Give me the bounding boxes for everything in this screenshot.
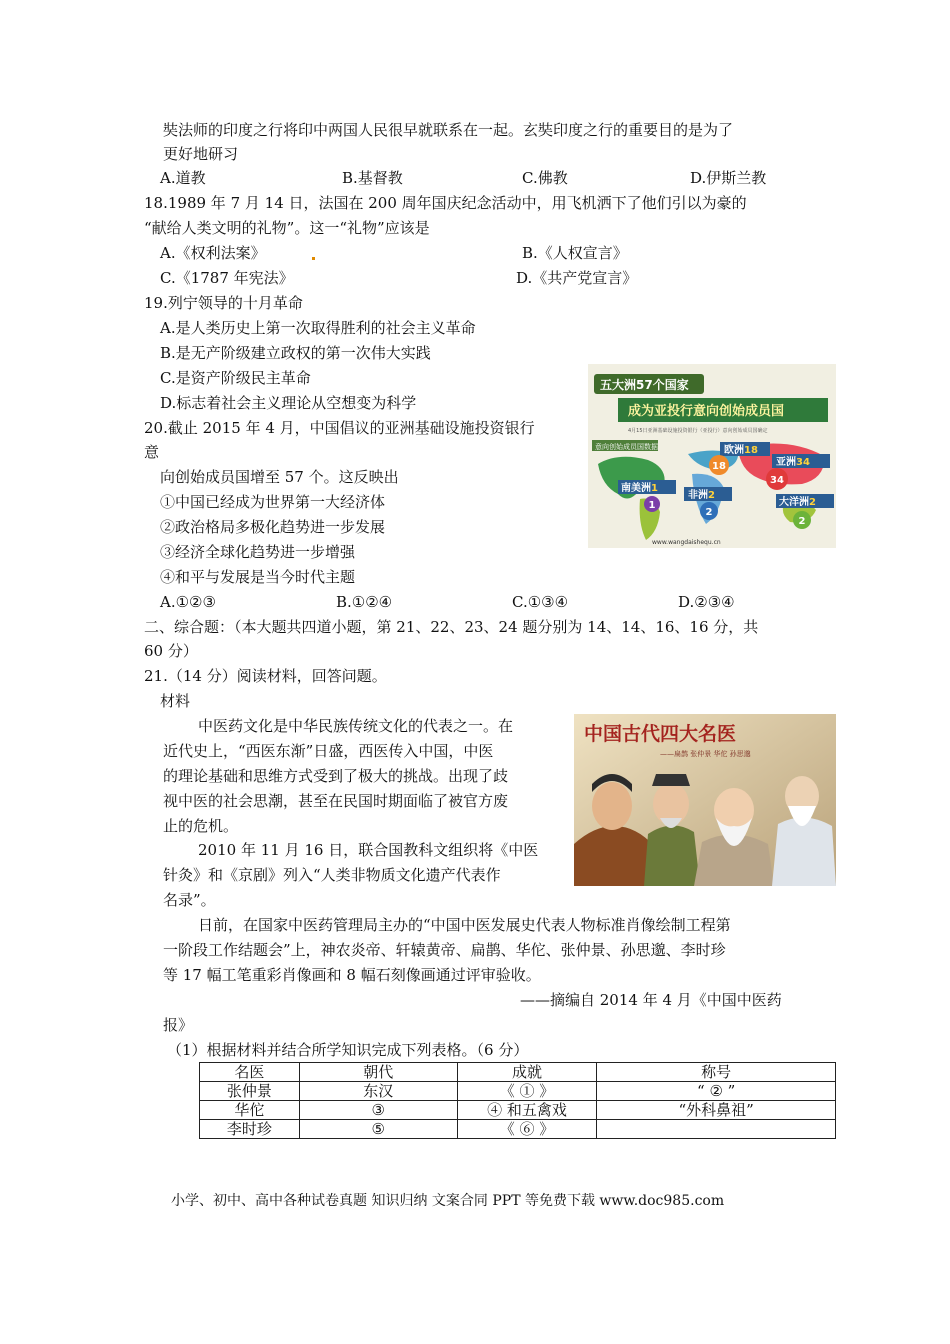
q17-line1: 奘法师的印度之行将印中两国人民很早就联系在一起。玄奘印度之行的重要目的是为了 bbox=[163, 121, 734, 139]
page-footer: 小学、初中、高中各种试卷真题 知识归纳 文案合同 PPT 等免费下载 www.doc985.com bbox=[171, 1193, 725, 1209]
q21-p1-line1: 中医药文化是中华民族传统文化的代表之一。在 bbox=[198, 717, 514, 735]
table-cell: 东汉 bbox=[299, 1082, 457, 1101]
q18-stem-line2: “献给人类文明的礼物”。这一“礼物”应该是 bbox=[144, 219, 430, 237]
q21-source-line1: ——摘编自 2014 年 4 月《中国中医药 bbox=[520, 991, 782, 1009]
map-region-oceania-name: 大洋洲 bbox=[779, 497, 809, 508]
table-cell: 《 ① 》 bbox=[457, 1082, 597, 1101]
map-bubble-samerica: 1 bbox=[648, 500, 656, 511]
table-cell: ③ bbox=[299, 1101, 457, 1120]
table-header-row bbox=[200, 1063, 836, 1082]
map-caption: 4月15日亚洲基础设施投资银行（亚投行）意向创始成员国确定 bbox=[628, 428, 768, 434]
q21-p1-line2: 近代史上，“西医东渐”日盛，西医传入中国，中医 bbox=[163, 742, 494, 760]
table-cell bbox=[597, 1120, 836, 1139]
q19-stem: 19.列宁领导的十月革命 bbox=[144, 294, 303, 312]
q21-p2-line2: 针灸》和《京剧》列入“人类非物质文化遗产代表作 bbox=[163, 866, 501, 884]
q19-option-a: A.是人类历史上第一次取得胜利的社会主义革命 bbox=[160, 319, 476, 337]
q21-p1-line4: 视中医的社会思潮，甚至在民国时期面临了被官方废 bbox=[163, 792, 509, 810]
doctors-title: 中国古代四大名医 bbox=[584, 723, 737, 745]
q20-option-b: B.①②④ bbox=[336, 593, 393, 611]
svg-text:大洋洲2 bbox=[779, 495, 816, 508]
q19-option-c: C.是资产阶级民主革命 bbox=[160, 369, 311, 387]
map-region-africa-name: 非洲 bbox=[688, 490, 708, 501]
q21-p1-line5: 止的危机。 bbox=[163, 817, 239, 835]
svg-text:非洲2 bbox=[688, 488, 715, 501]
q19-option-b: B.是无产阶级建立政权的第一次伟大实践 bbox=[160, 344, 431, 362]
map-bubble-africa: 2 bbox=[705, 507, 713, 518]
q17-option-b: B.基督教 bbox=[342, 169, 403, 187]
q20-item-1: ①中国已经成为世界第一大经济体 bbox=[160, 493, 386, 511]
table-row bbox=[200, 1101, 836, 1120]
svg-text:欧洲18 bbox=[724, 443, 758, 456]
q21-material-label: 材料 bbox=[160, 692, 191, 710]
map-region-samerica-name: 南美洲 bbox=[621, 483, 651, 494]
map-region-europe-name: 欧洲 bbox=[724, 445, 744, 456]
aiib-members-map-image bbox=[588, 364, 836, 548]
map-title: 五大洲57个国家 bbox=[600, 378, 689, 392]
q18-stem-line1: 18.1989 年 7 月 14 日，法国在 200 周年国庆纪念活动中，用飞机洒下了他们引以为豪的 bbox=[144, 194, 747, 212]
q17-option-a: A.道教 bbox=[160, 169, 206, 187]
q18-option-d: D.《共产党宣言》 bbox=[516, 269, 638, 287]
q21-p3-line2: 一阶段工作结题会”上，神农炎帝、轩辕黄帝、扁鹊、华佗、张仲景、孙思邈、李时珍 bbox=[163, 941, 726, 959]
table-cell: ⑤ bbox=[299, 1120, 457, 1139]
section2-heading-line1: 二、综合题：（本大题共四道小题，第 21、22、23、24 题分别为 14、14、16、16 分，共 bbox=[144, 618, 759, 636]
q20-stem-line2: 向创始成员国增至 57 个。这反映出 bbox=[160, 468, 399, 486]
doctors-table bbox=[199, 1062, 836, 1139]
q20-stem-line1b: 意 bbox=[144, 443, 160, 461]
map-region-asia-name: 亚洲 bbox=[776, 457, 796, 468]
q21-sub-question-1: （1）根据材料并结合所学知识完成下列表格。（6 分） bbox=[167, 1041, 529, 1059]
q17-option-d: D.伊斯兰教 bbox=[690, 169, 767, 187]
map-tag: 意向创始成员国数据 bbox=[595, 443, 658, 451]
q20-option-d: D.②③④ bbox=[678, 593, 735, 611]
table-header-cell: 名医 bbox=[200, 1063, 300, 1082]
q20-option-a: A.①②③ bbox=[160, 593, 216, 611]
map-bubble-asia: 34 bbox=[770, 475, 784, 486]
q20-item-3: ③经济全球化趋势进一步增强 bbox=[160, 543, 356, 561]
q20-option-c: C.①③④ bbox=[512, 593, 569, 611]
map-region-europe-count: 18 bbox=[744, 445, 758, 456]
map-website: www.wangdaishequ.cn bbox=[652, 539, 721, 546]
q21-p2-line1: 2010 年 11 月 16 日，联合国教科文组织将《中医 bbox=[198, 841, 539, 859]
q21-source-line2: 报》 bbox=[163, 1016, 194, 1034]
table-row bbox=[200, 1082, 836, 1101]
q21-p3-line3: 等 17 幅工笔重彩肖像画和 8 幅石刻像画通过评审验收。 bbox=[163, 966, 541, 984]
q18-option-b: B.《人权宣言》 bbox=[522, 244, 628, 262]
q20-stem-line1: 20.截止 2015 年 4 月，中国倡议的亚洲基础设施投资银行 bbox=[144, 419, 535, 437]
map-region-samerica-count: 1 bbox=[651, 483, 658, 494]
q20-item-2: ②政治格局多极化趋势进一步发展 bbox=[160, 518, 386, 536]
table-cell: ④ 和五禽戏 bbox=[457, 1101, 597, 1120]
q20-item-4: ④和平与发展是当今时代主题 bbox=[160, 568, 356, 586]
map-region-asia-count: 34 bbox=[796, 457, 810, 468]
section2-heading-line2: 60 分） bbox=[144, 642, 198, 660]
map-region-africa-count: 2 bbox=[708, 490, 715, 501]
table-row bbox=[200, 1120, 836, 1139]
table-header-cell: 成就 bbox=[457, 1063, 597, 1082]
q17-option-c: C.佛教 bbox=[522, 169, 568, 187]
table-cell: 华佗 bbox=[200, 1101, 300, 1120]
map-region-oceania-count: 2 bbox=[809, 497, 816, 508]
q21-p1-line3: 的理论基础和思维方式受到了极大的挑战。出现了歧 bbox=[163, 767, 509, 785]
map-subtitle: 成为亚投行意向创始成员国 bbox=[628, 404, 785, 419]
svg-text:亚洲34 bbox=[776, 455, 810, 468]
q18-option-a: A.《权利法案》 bbox=[160, 244, 266, 262]
four-famous-doctors-image bbox=[574, 714, 836, 886]
doctors-names: ——扁鹊 张仲景 华佗 孙思邈 bbox=[660, 750, 751, 758]
orange-dot-mark bbox=[312, 257, 315, 260]
table-cell: 李时珍 bbox=[200, 1120, 300, 1139]
q19-option-d: D.标志着社会主义理论从空想变为科学 bbox=[160, 394, 417, 412]
table-cell: 《 ⑥ 》 bbox=[457, 1120, 597, 1139]
svg-text:南美洲1 bbox=[621, 481, 658, 494]
table-header-cell: 称号 bbox=[597, 1063, 836, 1082]
q21-p3-line1: 日前，在国家中医药管理局主办的“中国中医发展史代表人物标准肖像绘制工程第 bbox=[198, 916, 731, 934]
q18-option-c: C.《1787 年宪法》 bbox=[160, 269, 294, 287]
map-bubble-europe: 18 bbox=[712, 461, 726, 472]
table-header-cell: 朝代 bbox=[299, 1063, 457, 1082]
table-cell: 张仲景 bbox=[200, 1082, 300, 1101]
table-cell: “ ② ” bbox=[597, 1082, 836, 1101]
q21-p2-line3: 名录”。 bbox=[163, 891, 216, 909]
q17-line2: 更好地研习 bbox=[163, 145, 239, 163]
q21-stem: 21.（14 分）阅读材料，回答问题。 bbox=[144, 667, 387, 685]
table-cell: “外科鼻祖” bbox=[597, 1101, 836, 1120]
map-bubble-oceania: 2 bbox=[798, 516, 806, 527]
